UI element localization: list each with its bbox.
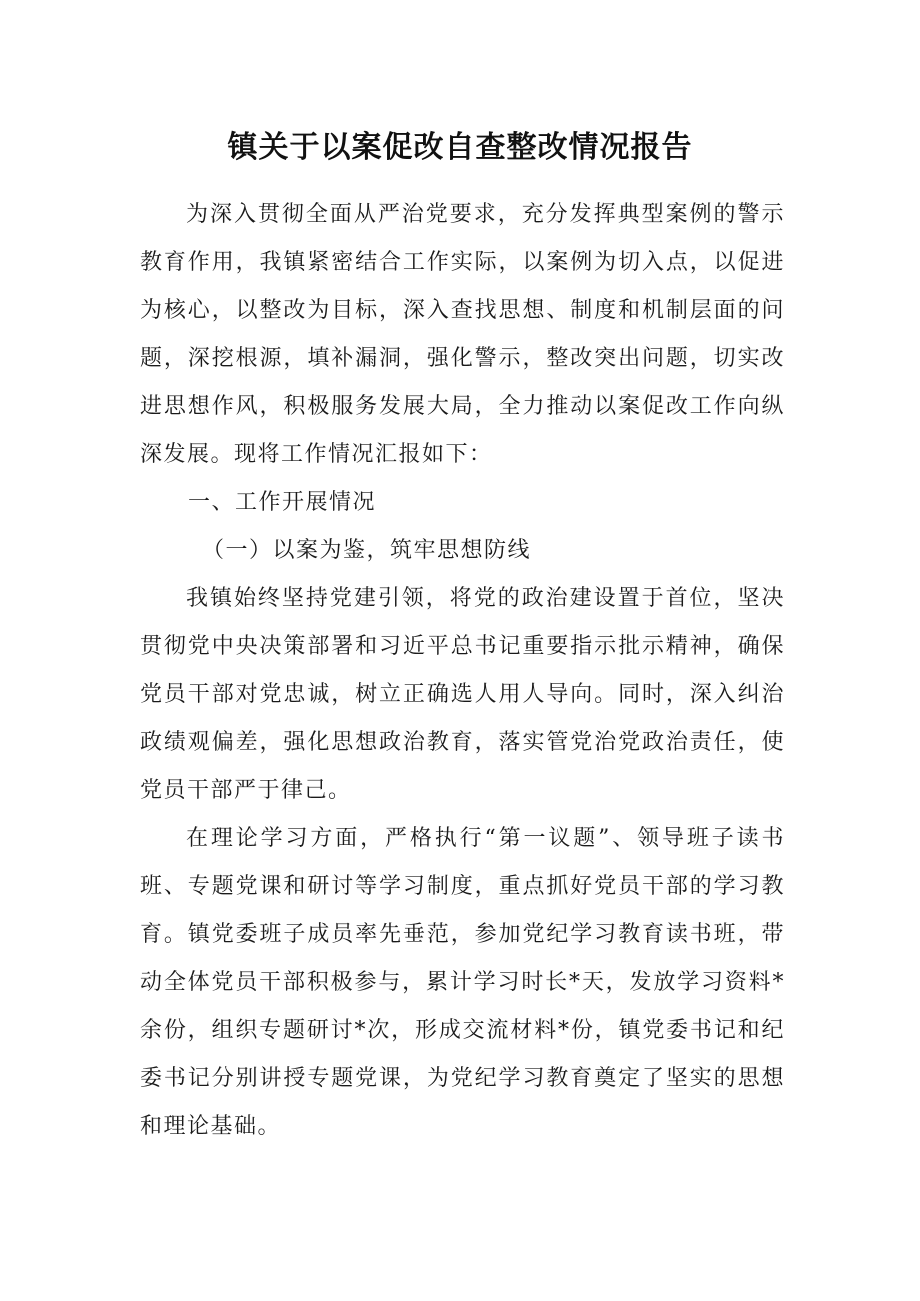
intro-paragraph: 为深入贯彻全面从严治党要求，充分发挥典型案例的警示教育作用，我镇紧密结合工作实际，以案例为切入点，以促进为核心，以整改为目标，深入查找思想、制度和机制层面的问题，深挖根源，填补漏洞，强化警示，整改突出问题，切实改进思想作风，积极服务发展大局，全力推动以案促改工作向纵深发展。现将工作情况汇报如下：	[140, 202, 785, 467]
section-heading: 一、工作开展情况	[188, 490, 377, 515]
body-paragraph: 我镇始终坚持党建引领，将党的政治建设置于首位，坚决贯彻党中央决策部署和习近平总书记重要指示批示精神，确保党员干部对党忠诚，树立正确选人用人导向。同时，深入纠治政绩观偏差，强化思想政治教育，落实管党治党政治责任，使党员干部严于律己。	[140, 586, 785, 803]
document-title: 镇关于以案促改自查整改情况报告	[227, 130, 693, 165]
subsection-heading: （一）以案为鉴，筑牢思想防线	[202, 538, 532, 563]
body-paragraph: 在理论学习方面，严格执行“第一议题”、领导班子读书班、专题党课和研讨等学习制度，重点抓好党员干部的学习教育。镇党委班子成员率先垂范，参加党纪学习教育读书班，带动全体党员干部积极参与，累计学习时长*天，发放学习资料*余份，组织专题研讨*次，形成交流材料*份，镇党委书记和纪委书记分别讲授专题党课，为党纪学习教育奠定了坚实的思想和理论基础。	[140, 826, 785, 1139]
document-body	[140, 191, 785, 1151]
